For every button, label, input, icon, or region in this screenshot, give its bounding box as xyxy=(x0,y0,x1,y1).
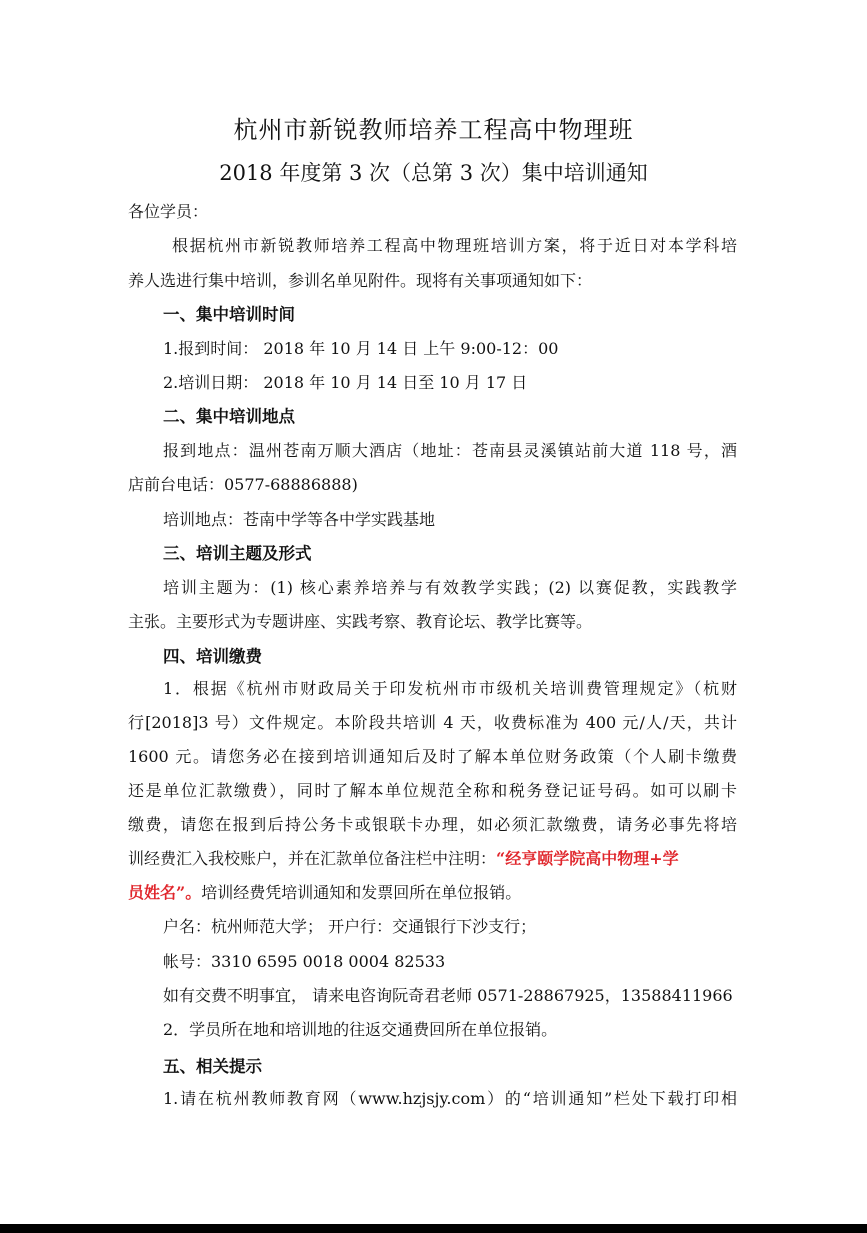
fee-para-line-4: 还是单位汇款缴费），同时了解本单位规范全称和税务登记证号码。如可以刷卡 xyxy=(128,781,737,800)
section-1-heading: 一、集中培训时间 xyxy=(163,305,295,324)
intro-line-2: 养人选进行集中培训，参训名单见附件。现将有关事项通知如下： xyxy=(128,271,593,290)
hint-line-1: 1.请在杭州教师教育网（www.hzjsjy.com）的“培训通知”栏处下载打印相 xyxy=(163,1089,737,1108)
training-dates: 2.培训日期： 2018 年 10 月 14 日至 10 月 17 日 xyxy=(163,373,528,392)
theme-line-1: 培训主题为：(1) 核心素养培养与有效教学实践；(2) 以赛促教，实践教学 xyxy=(163,578,737,597)
fee-para-line-6-text: 训经费汇入我校账户，并在汇款单位备注栏中注明： xyxy=(128,849,497,868)
report-location-line-1: 报到地点：温州苍南万顺大酒店（地址：苍南县灵溪镇站前大道 118 号，酒 xyxy=(163,441,737,460)
fee-para-line-1: 1．根据《杭州市财政局关于印发杭州市市级机关培训费管理规定》（杭财 xyxy=(163,679,737,698)
page-bottom-border xyxy=(0,1224,867,1233)
section-4-heading: 四、培训缴费 xyxy=(163,647,262,666)
fee-para-line-3: 1600 元。请您务必在接到培训通知后及时了解本单位财务政策（个人刷卡缴费 xyxy=(128,747,737,766)
section-5-heading: 五、相关提示 xyxy=(163,1057,262,1076)
remark-highlight-part-2: 员姓名”。 xyxy=(128,883,202,902)
remark-highlight-part-1: “经亨颐学院高中物理+学 xyxy=(496,849,679,868)
fee-para-line-6 xyxy=(128,849,737,869)
account-name: 户名：杭州师范大学； 开户行：交通银行下沙支行； xyxy=(163,917,537,936)
contact-info: 如有交费不明事宜， 请来电咨询阮奇君老师 0571-28867925，13588411966 xyxy=(163,986,733,1005)
training-location: 培训地点：苍南中学等各中学实践基地 xyxy=(163,510,436,529)
travel-fee-note: 2．学员所在地和培训地的往返交通费回所在单位报销。 xyxy=(163,1020,558,1039)
section-2-heading: 二、集中培训地点 xyxy=(163,407,295,426)
intro-line-1: 根据杭州市新锐教师培养工程高中物理班培训方案，将于近日对本学科培 xyxy=(172,236,737,255)
report-location-line-2: 店前台电话：0577-68886888) xyxy=(128,475,358,494)
fee-para-line-7 xyxy=(128,883,521,903)
document-subtitle: 2018 年度第 3 次（总第 3 次）集中培训通知 xyxy=(219,161,648,185)
section-3-heading: 三、培训主题及形式 xyxy=(163,544,312,563)
report-time: 1.报到时间： 2018 年 10 月 14 日 上午 9:00-12：00 xyxy=(163,339,559,358)
fee-para-line-5: 缴费，请您在报到后持公务卡或银联卡办理，如必须汇款缴费，请务必事先将培 xyxy=(128,815,737,834)
account-number: 帐号：3310 6595 0018 0004 82533 xyxy=(163,952,446,971)
fee-para-line-2: 行[2018]3 号）文件规定。本阶段共培训 4 天，收费标准为 400 元/人/天，共计 xyxy=(128,713,737,732)
fee-para-line-7-text: 培训经费凭培训通知和发票回所在单位报销。 xyxy=(201,883,522,902)
theme-line-2: 主张。主要形式为专题讲座、实践考察、教育论坛、教学比赛等。 xyxy=(128,612,593,631)
greeting: 各位学员： xyxy=(128,202,209,221)
document-title: 杭州市新锐教师培养工程高中物理班 xyxy=(233,116,634,144)
